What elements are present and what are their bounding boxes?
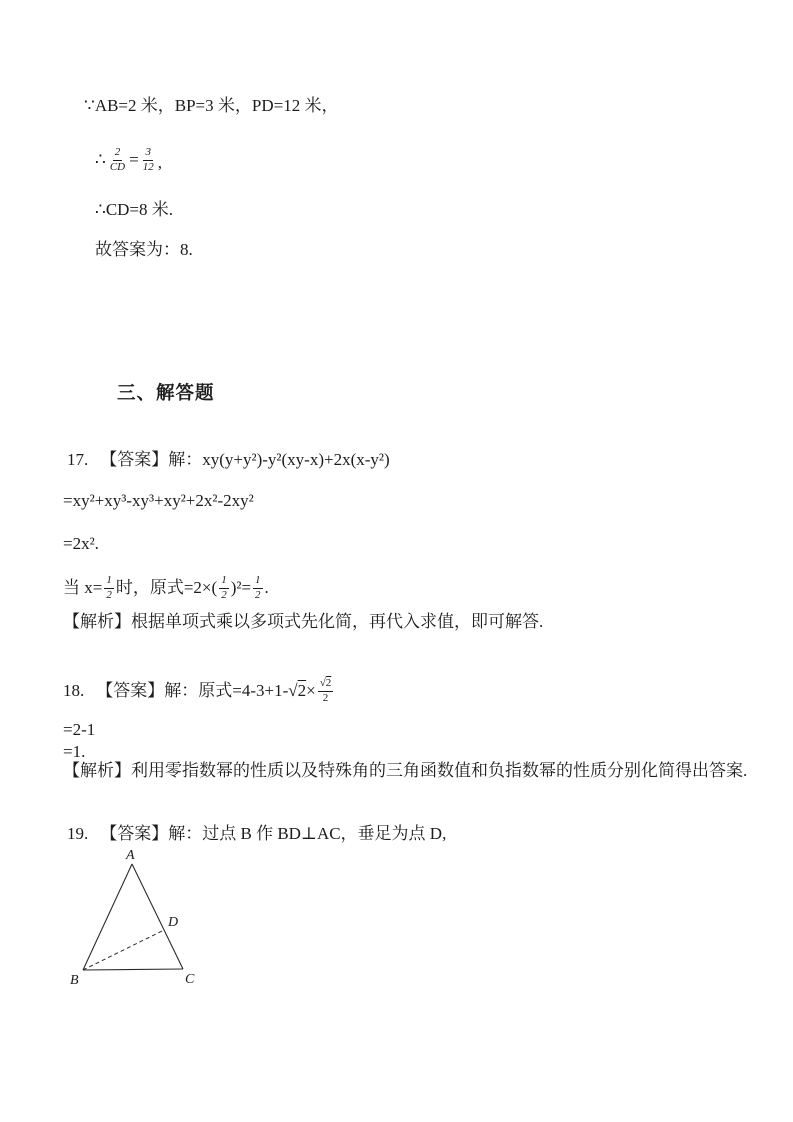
radicand: 2	[297, 680, 307, 700]
comma: ,	[157, 152, 162, 172]
sqrt-2	[320, 677, 332, 691]
sqrt-2	[288, 680, 306, 703]
q18-analysis-line	[63, 760, 747, 783]
fraction-2-over-cd	[108, 146, 127, 175]
fraction-denominator: 2	[106, 588, 112, 601]
fraction-numerator: 3	[143, 146, 153, 161]
q17-substitute-post: )²=	[230, 577, 252, 597]
fraction-numerator: 1	[253, 574, 263, 589]
q17-substitute-mid: 时，原式=2×(	[115, 577, 218, 597]
triangle-figure	[58, 846, 213, 998]
side-BC	[83, 969, 183, 970]
q17-expand-text: =xy²+xy³-xy³+xy²+2x²-2xy²	[63, 491, 254, 510]
radical-sign: √	[319, 677, 326, 689]
fraction-numerator: 2	[113, 146, 123, 161]
vertex-label-C: C	[185, 972, 195, 987]
times-sign: ×	[306, 680, 316, 700]
q17-expand-line	[63, 490, 254, 513]
fraction-denominator: CD	[109, 160, 126, 173]
segment-BD-dashed	[83, 931, 162, 970]
vertex-label-A: A	[126, 848, 135, 863]
q18-number: 18.	[63, 680, 85, 700]
q17-analysis-line	[63, 611, 543, 634]
vertex-label-B: B	[70, 973, 79, 988]
q18-step2-text: =2-1	[63, 720, 96, 739]
q16-answer-text: 故答案为：8.	[95, 240, 193, 259]
q17-substitute-end: .	[264, 577, 269, 597]
q19-number: 19.	[67, 824, 89, 843]
equals-sign: =	[129, 149, 139, 169]
q18-step2-line	[63, 719, 95, 742]
radicand: 2	[325, 677, 332, 689]
answer-tag: 【答案】	[100, 450, 169, 469]
fraction-one-half	[253, 574, 263, 603]
q18-solve-pre: 解：原式=4-3+1-	[164, 680, 289, 700]
q19-solve-text: 解：过点 B 作 BD⊥AC，垂足为点 D,	[168, 824, 447, 843]
q17-substitute-line	[63, 574, 269, 603]
q17-solve-text: 解：xy(y+y²)-y²(xy-x)+2x(x-y²)	[168, 450, 390, 469]
side-AB	[83, 864, 132, 970]
fraction-one-half	[219, 574, 229, 603]
q18-solve-line	[63, 677, 335, 706]
fraction-denominator: 2	[322, 691, 329, 704]
radical-sign: √	[288, 680, 298, 700]
fraction-sqrt2-over-2	[318, 677, 334, 706]
q16-given-text: ∵AB=2 米，BP=3 米，PD=12 米，	[84, 96, 339, 115]
vertex-label-D: D	[168, 915, 179, 930]
therefore-symbol: ∴	[95, 149, 106, 169]
q18-step3-text: =1.	[63, 742, 86, 761]
fraction-numerator: 1	[219, 574, 229, 589]
fraction-denominator: 2	[221, 588, 227, 601]
fraction-denominator: 12	[142, 160, 154, 173]
q16-result-text: ∴CD=8 米.	[95, 200, 174, 219]
q17-simplify-text: =2x².	[63, 534, 99, 553]
q17-solve-line	[67, 449, 390, 472]
fraction-numerator: 1	[104, 574, 114, 589]
q16-given-line	[84, 95, 338, 118]
q19-solve-line	[67, 823, 446, 846]
q18-analysis-text: 【解析】利用零指数幂的性质以及特殊角的三角函数值和负指数幂的性质分别化简得出答案.	[63, 761, 748, 780]
q17-number: 17.	[67, 450, 89, 469]
answer-tag: 【答案】	[96, 680, 165, 700]
answer-tag: 【答案】	[100, 824, 169, 843]
section-heading-text: 三、解答题	[117, 384, 215, 404]
q16-answer-line	[95, 239, 193, 262]
fraction-3-over-12	[141, 146, 156, 175]
q17-substitute-pre: 当 x=	[63, 577, 103, 597]
q16-result-line	[95, 199, 173, 222]
fraction-numerator	[318, 677, 334, 692]
section-heading	[117, 382, 215, 407]
q16-proportion-formula	[95, 146, 162, 175]
q17-simplify-line	[63, 533, 99, 556]
fraction-denominator: 2	[255, 588, 261, 601]
fraction-one-half	[104, 574, 114, 603]
q17-analysis-text: 【解析】根据单项式乘以多项式先化简，再代入求值，即可解答.	[63, 612, 544, 631]
